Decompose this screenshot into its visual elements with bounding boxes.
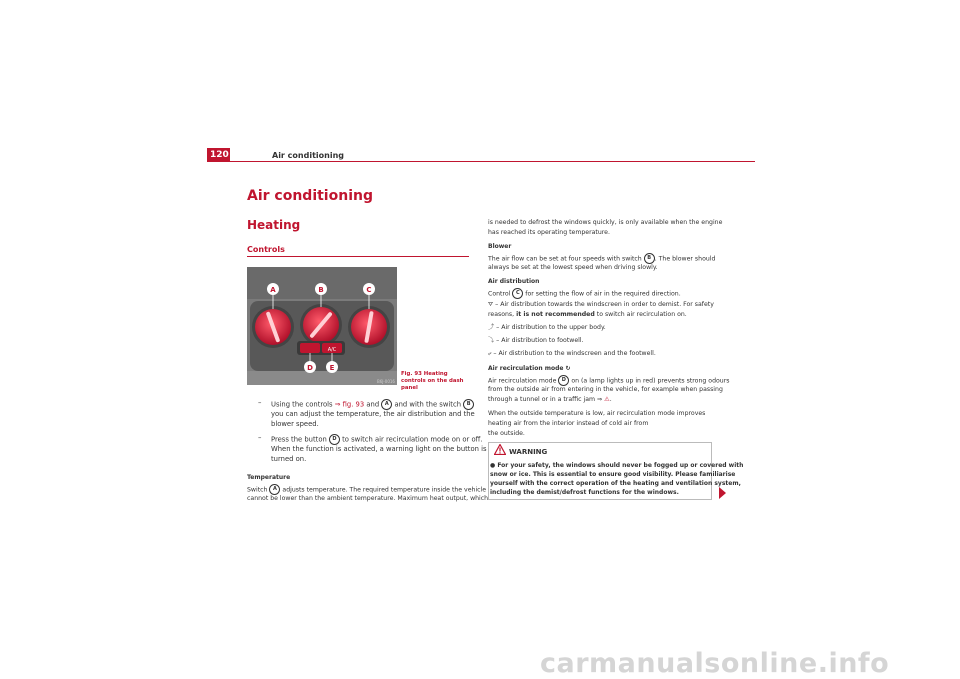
warning-text <box>490 461 744 497</box>
recirc-l3-text: through a tunnel or in a traffic jam <box>488 396 598 403</box>
bullet-1-line-3: blower speed. <box>271 420 319 428</box>
bullet-2-text-post: to switch air recirculation mode on or off. <box>339 435 483 444</box>
section-title: Heating <box>247 218 301 232</box>
bullet-dash: – <box>258 399 262 407</box>
subsection-title: Controls <box>247 245 285 254</box>
distribution-item-4 <box>488 349 656 359</box>
header-rule <box>207 161 755 162</box>
blower-line-2: always be set at the lowest speed when driving slowly. <box>488 264 658 271</box>
distribution-line-1 <box>488 288 681 300</box>
watermark: carmanualsonline.info <box>540 648 890 679</box>
recirc-button <box>300 343 320 353</box>
bullet-1-text: Using the controls <box>271 400 335 409</box>
dist-item-1-pre: reasons, <box>488 311 517 318</box>
recirc-text: Air recirculation mode <box>488 377 559 385</box>
dist-item-1-bold: it is not recommended <box>516 311 595 318</box>
figure-label-b: B <box>318 286 324 294</box>
figure-label-c: C <box>366 286 372 294</box>
warning-l1: For your safety, the windows should never be fogged up or covered with <box>497 462 744 469</box>
dist-item-2-text: – Air distribution to the upper body. <box>494 324 606 331</box>
distribution-item-2 <box>488 323 606 333</box>
temp-text-post: adjusts temperature. The required temperature inside the vehicle <box>280 486 487 494</box>
knob-a <box>252 306 294 348</box>
blower-text: The air flow can be set at four speeds with switch <box>488 255 644 263</box>
badge-b-blower: B <box>644 253 655 264</box>
figure-label-e: E <box>329 364 335 372</box>
windscreen-icon: ⛛ <box>488 301 494 308</box>
figure-caption: Fig. 93 Heating controls on the dash panel <box>401 371 464 391</box>
distribution-item-1 <box>488 300 714 310</box>
bullet-2-line-3: turned on. <box>271 455 307 463</box>
recirculation-icon: ↻ <box>565 365 571 372</box>
warning-line-4: including the demist/defrost functions for the windows. <box>490 489 679 496</box>
right-p1-l1: is needed to defrost the windows quickly, is only available when the engine <box>488 219 723 226</box>
warning-line-3: yourself with the correct operation of the heating and ventilation system, <box>490 480 741 487</box>
blower-heading: Blower <box>488 243 512 250</box>
dist-text: Control <box>488 290 513 298</box>
cold-line-2: heating air from the interior instead of cold air from <box>488 420 649 427</box>
temperature-line-2: cannot be lower than the ambient temperature. Maximum heat output, which <box>247 495 489 502</box>
warning-line-2: snow or ice. This is essential to ensure good visibility. Please familiarise <box>490 471 736 478</box>
cold-line-3: the outside. <box>488 430 525 437</box>
bullet-2-text: Press the button <box>271 435 329 444</box>
figure-label-d: D <box>307 364 313 372</box>
badge-d-recirc: D <box>558 375 569 386</box>
next-page-arrow[interactable] <box>719 487 726 499</box>
windscreen-footwell-icon: ⤶ <box>488 350 492 357</box>
badge-a-temp: A <box>269 484 280 495</box>
distribution-heading: Air distribution <box>488 278 540 285</box>
bullet-dash: – <box>258 434 262 442</box>
heating-controls-figure <box>247 267 397 385</box>
warning-bullet: ● <box>490 462 498 469</box>
bullet-1-line-2: you can adjust the temperature, the air distribution and the <box>271 410 475 418</box>
recirc-l3-arrow: ⇒ <box>597 396 603 403</box>
page-number: 120 <box>210 150 229 160</box>
recirc-l3-post: . <box>609 396 612 403</box>
temperature-heading: Temperature <box>247 474 291 481</box>
warning-icon <box>494 444 506 455</box>
warning-triangle-icon: ⚠ <box>602 396 610 403</box>
badge-d: D <box>329 434 340 445</box>
footwell-icon: ⤵ <box>488 337 495 344</box>
recirc-heading-text: Air recirculation mode <box>488 365 566 372</box>
dist-text-post: for setting the flow of air in the required direction. <box>523 290 681 298</box>
figure-label-a: A <box>270 286 276 294</box>
dist-item-4-text: – Air distribution to the windscreen and the footwell. <box>491 350 656 357</box>
dist-item-1-text: – Air distribution towards the windscreen in order to demist. For safety <box>493 301 714 308</box>
ac-label: A/C <box>327 347 337 353</box>
bullet-2-line-2: When the function is activated, a warning light on the button is <box>271 445 487 453</box>
subsection-rule <box>247 256 469 257</box>
upper-body-icon: ⤴ <box>488 324 495 331</box>
badge-a: A <box>381 399 392 410</box>
temp-text: Switch <box>247 486 270 494</box>
distribution-item-1-line-2 <box>488 310 687 320</box>
fig-93-link[interactable]: ⇒ fig. 93 <box>334 400 365 409</box>
dist-item-3-text: – Air distribution to footwell. <box>494 337 584 344</box>
warning-title: WARNING <box>509 448 548 456</box>
badge-b: B <box>463 399 474 410</box>
knob-c <box>348 306 390 348</box>
warning-line-1 <box>490 461 744 470</box>
recirc-text-post: on (a lamp lights up in red) prevents strong odours <box>569 377 730 385</box>
badge-c: C <box>512 288 523 299</box>
distribution-item-3 <box>488 336 584 346</box>
dist-item-1-post: to switch air recirculation on. <box>594 311 687 318</box>
figure-code: B6J-0016 <box>377 379 395 384</box>
page-title: Air conditioning <box>247 188 373 204</box>
bullet-1-and: and <box>364 400 382 409</box>
blower-text-post: . The blower should <box>654 255 716 263</box>
bullet-1-and-switch: and with the switch <box>392 400 464 409</box>
knob-b <box>300 304 342 346</box>
recirculation-line-3 <box>488 395 612 405</box>
right-p1-l2: has reached its operating temperature. <box>488 229 610 236</box>
recirculation-line-2: from the outside air from entering in the vehicle, for example when passing <box>488 386 723 393</box>
running-title: Air conditioning <box>272 151 344 160</box>
cold-line-1: When the outside temperature is low, air recirculation mode improves <box>488 410 706 417</box>
recirculation-heading <box>488 365 571 372</box>
